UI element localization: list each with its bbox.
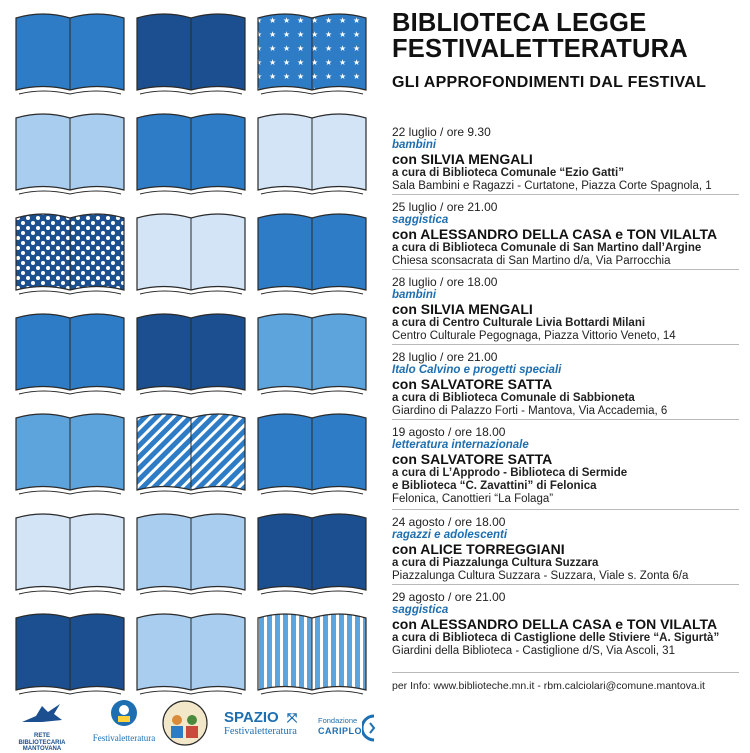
- event-speaker: con SALVATORE SATTA: [392, 451, 553, 467]
- event-curator: a cura di Biblioteca Comunale di San Martino dall’Argine: [392, 242, 702, 254]
- book-icon: [16, 514, 124, 594]
- event-venue: Sala Bambini e Ragazzi - Curtatone, Piazza Corte Spagnola, 1: [392, 180, 712, 192]
- divider: [392, 194, 739, 195]
- event-category: saggistica: [392, 214, 449, 226]
- subtitle: GLI APPROFONDIMENTI DAL FESTIVAL: [392, 74, 707, 91]
- event-speaker: con ALICE TORREGGIANI: [392, 541, 565, 557]
- cariplo-mark-icon: [362, 714, 376, 742]
- expand-icon: ⤧: [286, 710, 298, 725]
- event-category: bambini: [392, 289, 437, 301]
- event-speaker: con SILVIA MENGALI: [392, 301, 533, 317]
- book-icon: [258, 14, 366, 94]
- book-icon: [16, 414, 124, 494]
- event-curator: a cura di Biblioteca Comunale “Ezio Gatti”: [392, 167, 624, 179]
- title-line-1: BIBLIOTECA LEGGE: [392, 9, 647, 37]
- event-category: ragazzi e adolescenti: [392, 529, 508, 541]
- event-category: Italo Calvino e progetti speciali: [392, 364, 562, 376]
- book-icon: [137, 514, 245, 594]
- event-item: [392, 351, 742, 418]
- divider: [392, 344, 739, 345]
- event-date: 28 luglio / ore 18.00: [392, 275, 498, 289]
- book-icon: [137, 414, 245, 494]
- divider: [392, 269, 739, 270]
- book-icon: [258, 314, 366, 394]
- book-icon: [16, 14, 124, 94]
- book-icon: [137, 314, 245, 394]
- event-date: 28 luglio / ore 21.00: [392, 350, 498, 364]
- event-date: 29 agosto / ore 21.00: [392, 590, 506, 604]
- spazio-logo: SPAZIO ⤧ Festivaletteratura: [224, 709, 298, 737]
- event-date: 24 agosto / ore 18.00: [392, 515, 506, 529]
- pegasus-icon: [12, 698, 72, 728]
- event-item: [392, 516, 742, 583]
- event-category: letteratura internazionale: [392, 439, 529, 451]
- book-icon: [16, 614, 124, 694]
- event-speaker: con ALESSANDRO DELLA CASA e TON VILALTA: [392, 616, 718, 632]
- cariplo-logo: Fondazione CARIPLO: [318, 710, 380, 746]
- book-icon: [258, 514, 366, 594]
- book-icon: [258, 614, 366, 694]
- divider: [392, 672, 739, 673]
- event-item: [392, 426, 742, 506]
- main-title: [392, 10, 688, 62]
- divider: [392, 419, 739, 420]
- book-icon: [137, 114, 245, 194]
- event-curator: a cura di Biblioteca Comunale di Sabbioneta: [392, 392, 635, 404]
- event-curator: a cura di Piazzalunga Cultura Suzzara: [392, 557, 599, 569]
- book-icon: [137, 14, 245, 94]
- book-icon: [137, 614, 245, 694]
- book-icon: [16, 314, 124, 394]
- festival-emblem-icon: [109, 698, 139, 728]
- sponsor-logos: [0, 696, 750, 750]
- book-icon: [16, 214, 124, 294]
- rete-bibliotecaria-logo: [12, 698, 72, 752]
- event-venue: Giardini della Biblioteca - Castiglione d/S, Via Ascoli, 31: [392, 645, 675, 657]
- event-venue: Chiesa sconsacrata di San Martino d/a, Via Parrocchia: [392, 255, 671, 267]
- event-venue: Centro Culturale Pegognaga, Piazza Vittorio Veneto, 14: [392, 330, 676, 342]
- event-category: bambini: [392, 139, 437, 151]
- event-date: 19 agosto / ore 18.00: [392, 425, 506, 439]
- event-item: [392, 201, 742, 268]
- people-illustration-icon: [162, 700, 208, 746]
- event-item: [392, 591, 742, 658]
- event-curator: a cura di Biblioteca di Castiglione delle Stiviere “A. Sigurtà”: [392, 632, 720, 644]
- event-speaker: con SILVIA MENGALI: [392, 151, 533, 167]
- event-item: [392, 126, 742, 193]
- event-curator: e Biblioteca “C. Zavattini” di Felonica: [392, 480, 597, 492]
- event-speaker: con ALESSANDRO DELLA CASA e TON VILALTA: [392, 226, 718, 242]
- info-line: per Info: www.biblioteche.mn.it - rbm.calciolari@comune.mantova.it: [392, 680, 705, 692]
- event-venue: Piazzalunga Cultura Suzzara - Suzzara, Viale s. Zonta 6/a: [392, 570, 689, 582]
- event-category: saggistica: [392, 604, 449, 616]
- event-curator: a cura di L’Approdo - Biblioteca di Sermide: [392, 467, 628, 479]
- book-icon: [16, 114, 124, 194]
- illustration-badge: [162, 700, 208, 746]
- book-icon: [258, 414, 366, 494]
- event-curator: a cura di Centro Culturale Livia Bottardi Milani: [392, 317, 646, 329]
- event-speaker: con SALVATORE SATTA: [392, 376, 553, 392]
- event-venue: Giardino di Palazzo Forti - Mantova, Via Accademia, 6: [392, 405, 668, 417]
- rete-text: RETE BIBLIOTECARIA MANTOVANA: [18, 733, 66, 752]
- divider: [392, 509, 739, 510]
- book-icon: [258, 114, 366, 194]
- event-date: 22 luglio / ore 9.30: [392, 125, 491, 139]
- event-item: [392, 276, 742, 343]
- divider: [392, 584, 739, 585]
- book-icon: [137, 214, 245, 294]
- books-illustration: [0, 0, 380, 700]
- book-icon: [258, 214, 366, 294]
- event-date: 25 luglio / ore 21.00: [392, 200, 498, 214]
- title-line-2: FESTIVALETTERATURA: [392, 35, 688, 63]
- event-venue: Felonica, Canottieri “La Folaga”: [392, 493, 554, 505]
- festivaletteratura-logo: Festivaletteratura: [84, 698, 164, 748]
